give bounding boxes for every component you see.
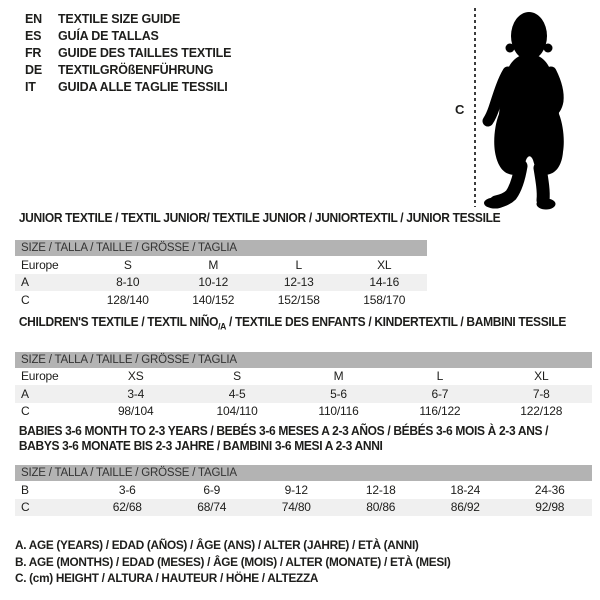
legend-line-b: B. AGE (MONTHS) / EDAD (MESES) / ÂGE (MOIS) / ALTER (MONATE) / ETÀ (MESI): [15, 554, 451, 569]
row-label-cell: Europe: [21, 257, 59, 272]
section-title-line1: BABIES 3-6 MONTH TO 2-3 YEARS / BEBÉS 3-6 MESES A 2-3 AÑOS / BÉBÉS 3-6 MOIS À 2-3 ANS /: [18, 424, 549, 438]
table-row: [15, 291, 427, 309]
size-value-cell: 98/104: [117, 404, 154, 419]
language-title: GUIDE DES TAILLES TEXTILE: [58, 46, 232, 60]
size-value-cell: 140/152: [192, 292, 235, 307]
title-part: CHILDREN'S TEXTILE / TEXTIL NIÑO: [18, 315, 219, 329]
size-value-cell: 6-9: [203, 482, 221, 497]
size-value-cell: 152/158: [277, 292, 320, 307]
row-label-cell: Europe: [21, 369, 59, 384]
table-row: [15, 274, 427, 292]
language-title: TEXTILGRÖßENFÜHRUNG: [58, 63, 214, 77]
section-childrens-textile: [15, 315, 592, 420]
size-value-cell: 8-10: [116, 275, 140, 290]
language-code: EN: [25, 12, 42, 26]
size-value-cell: 7-8: [532, 386, 550, 401]
language-row: [25, 62, 231, 79]
size-value-cell: 116/122: [419, 404, 461, 419]
table-row: [15, 481, 592, 499]
section-babies-textile: [15, 424, 592, 516]
size-value-cell: 3-4: [127, 386, 145, 401]
language-code: FR: [25, 46, 42, 60]
section-title-line2: BABYS 3-6 MONATE BIS 2-3 JAHRE / BAMBINI 3-6 MESI A 2-3 ANNI: [18, 439, 383, 453]
language-row: [25, 11, 231, 28]
size-value-cell: S: [233, 369, 241, 384]
language-row: [25, 79, 231, 96]
section-title: [15, 315, 569, 335]
size-value-cell: XL: [534, 369, 549, 384]
row-label-cell: B: [21, 482, 29, 497]
title-part: / TEXTILE DES ENFANTS / KINDERTEXTIL / BAMBINI TESSILE: [226, 315, 567, 329]
table-row: [15, 499, 592, 517]
size-value-cell: 110/116: [318, 404, 359, 419]
height-label: C: [455, 102, 465, 117]
size-value-cell: 86/92: [450, 500, 480, 515]
row-label-cell: C: [21, 500, 30, 515]
row-label-cell: A: [21, 275, 29, 290]
height-measure-line: [474, 8, 476, 207]
size-value-cell: 10-12: [198, 275, 229, 290]
size-value-cell: 80/86: [366, 500, 396, 515]
section-title-block: [15, 424, 592, 454]
size-value-cell: M: [333, 369, 344, 384]
babies-size-table: [15, 481, 592, 516]
language-row: [25, 45, 231, 62]
size-value-cell: 9-12: [284, 482, 308, 497]
size-value-cell: XL: [377, 257, 392, 272]
legend-line-c: C. (cm) HEIGHT / ALTURA / HAUTEUR / HÖHE / ALTEZZA: [15, 571, 319, 585]
size-value-cell: 14-16: [369, 275, 400, 290]
size-value-cell: 158/170: [363, 292, 406, 307]
size-value-cell: 5-6: [330, 386, 347, 401]
language-row: [25, 28, 231, 45]
table-row: [15, 385, 592, 403]
table-row: [15, 256, 427, 274]
section-junior-textile: [15, 211, 501, 309]
language-title: TEXTILE SIZE GUIDE: [58, 12, 181, 26]
childrens-size-table: [15, 368, 592, 421]
title-subscript: /A: [218, 321, 227, 332]
size-value-cell: 68/74: [197, 500, 227, 515]
row-label-cell: A: [21, 386, 29, 401]
size-value-cell: S: [123, 257, 132, 272]
size-header-bar: SIZE / TALLA / TAILLE / GRÖSSE / TAGLIA: [15, 465, 592, 481]
language-code: ES: [25, 29, 42, 43]
size-header-bar: SIZE / TALLA / TAILLE / GRÖSSE / TAGLIA: [15, 352, 592, 368]
size-value-cell: 12-18: [365, 482, 396, 497]
size-value-cell: 62/68: [112, 500, 142, 515]
language-code: IT: [25, 80, 36, 94]
size-header-bar: SIZE / TALLA / TAILLE / GRÖSSE / TAGLIA: [15, 240, 427, 256]
table-row: [15, 403, 592, 421]
size-value-cell: L: [295, 257, 302, 272]
row-label-cell: C: [21, 292, 30, 307]
language-title: GUÍA DE TALLAS: [58, 29, 159, 43]
table-row: [15, 368, 592, 386]
size-value-cell: 4-5: [228, 386, 246, 401]
size-value-cell: XS: [127, 369, 144, 384]
size-value-cell: M: [208, 257, 219, 272]
size-value-cell: 12-13: [283, 275, 314, 290]
size-value-cell: 128/140: [106, 292, 149, 307]
junior-size-table: [15, 256, 427, 309]
row-label-cell: C: [21, 404, 30, 419]
size-value-cell: 92/98: [535, 500, 565, 515]
size-value-cell: 74/80: [281, 500, 311, 515]
legend-line-a: A. AGE (YEARS) / EDAD (AÑOS) / ÂGE (ANS) / ALTER (JAHRE) / ETÀ (ANNI): [15, 538, 419, 552]
height-figure: [452, 2, 600, 214]
legend: [15, 537, 451, 587]
toddler-silhouette: [482, 4, 597, 214]
size-value-cell: 6-7: [431, 386, 449, 401]
language-code: DE: [25, 63, 42, 77]
language-title: GUIDA ALLE TAGLIE TESSILI: [58, 80, 228, 94]
size-value-cell: 18-24: [450, 482, 481, 497]
size-value-cell: 122/128: [520, 404, 563, 419]
language-title-list: [25, 11, 231, 96]
size-value-cell: 104/110: [216, 404, 258, 419]
section-title: JUNIOR TEXTILE / TEXTIL JUNIOR/ TEXTILE JUNIOR / JUNIORTEXTIL / JUNIOR TESSILE: [18, 211, 501, 225]
size-value-cell: 3-6: [118, 482, 136, 497]
size-value-cell: 24-36: [534, 482, 565, 497]
size-value-cell: L: [436, 369, 444, 384]
